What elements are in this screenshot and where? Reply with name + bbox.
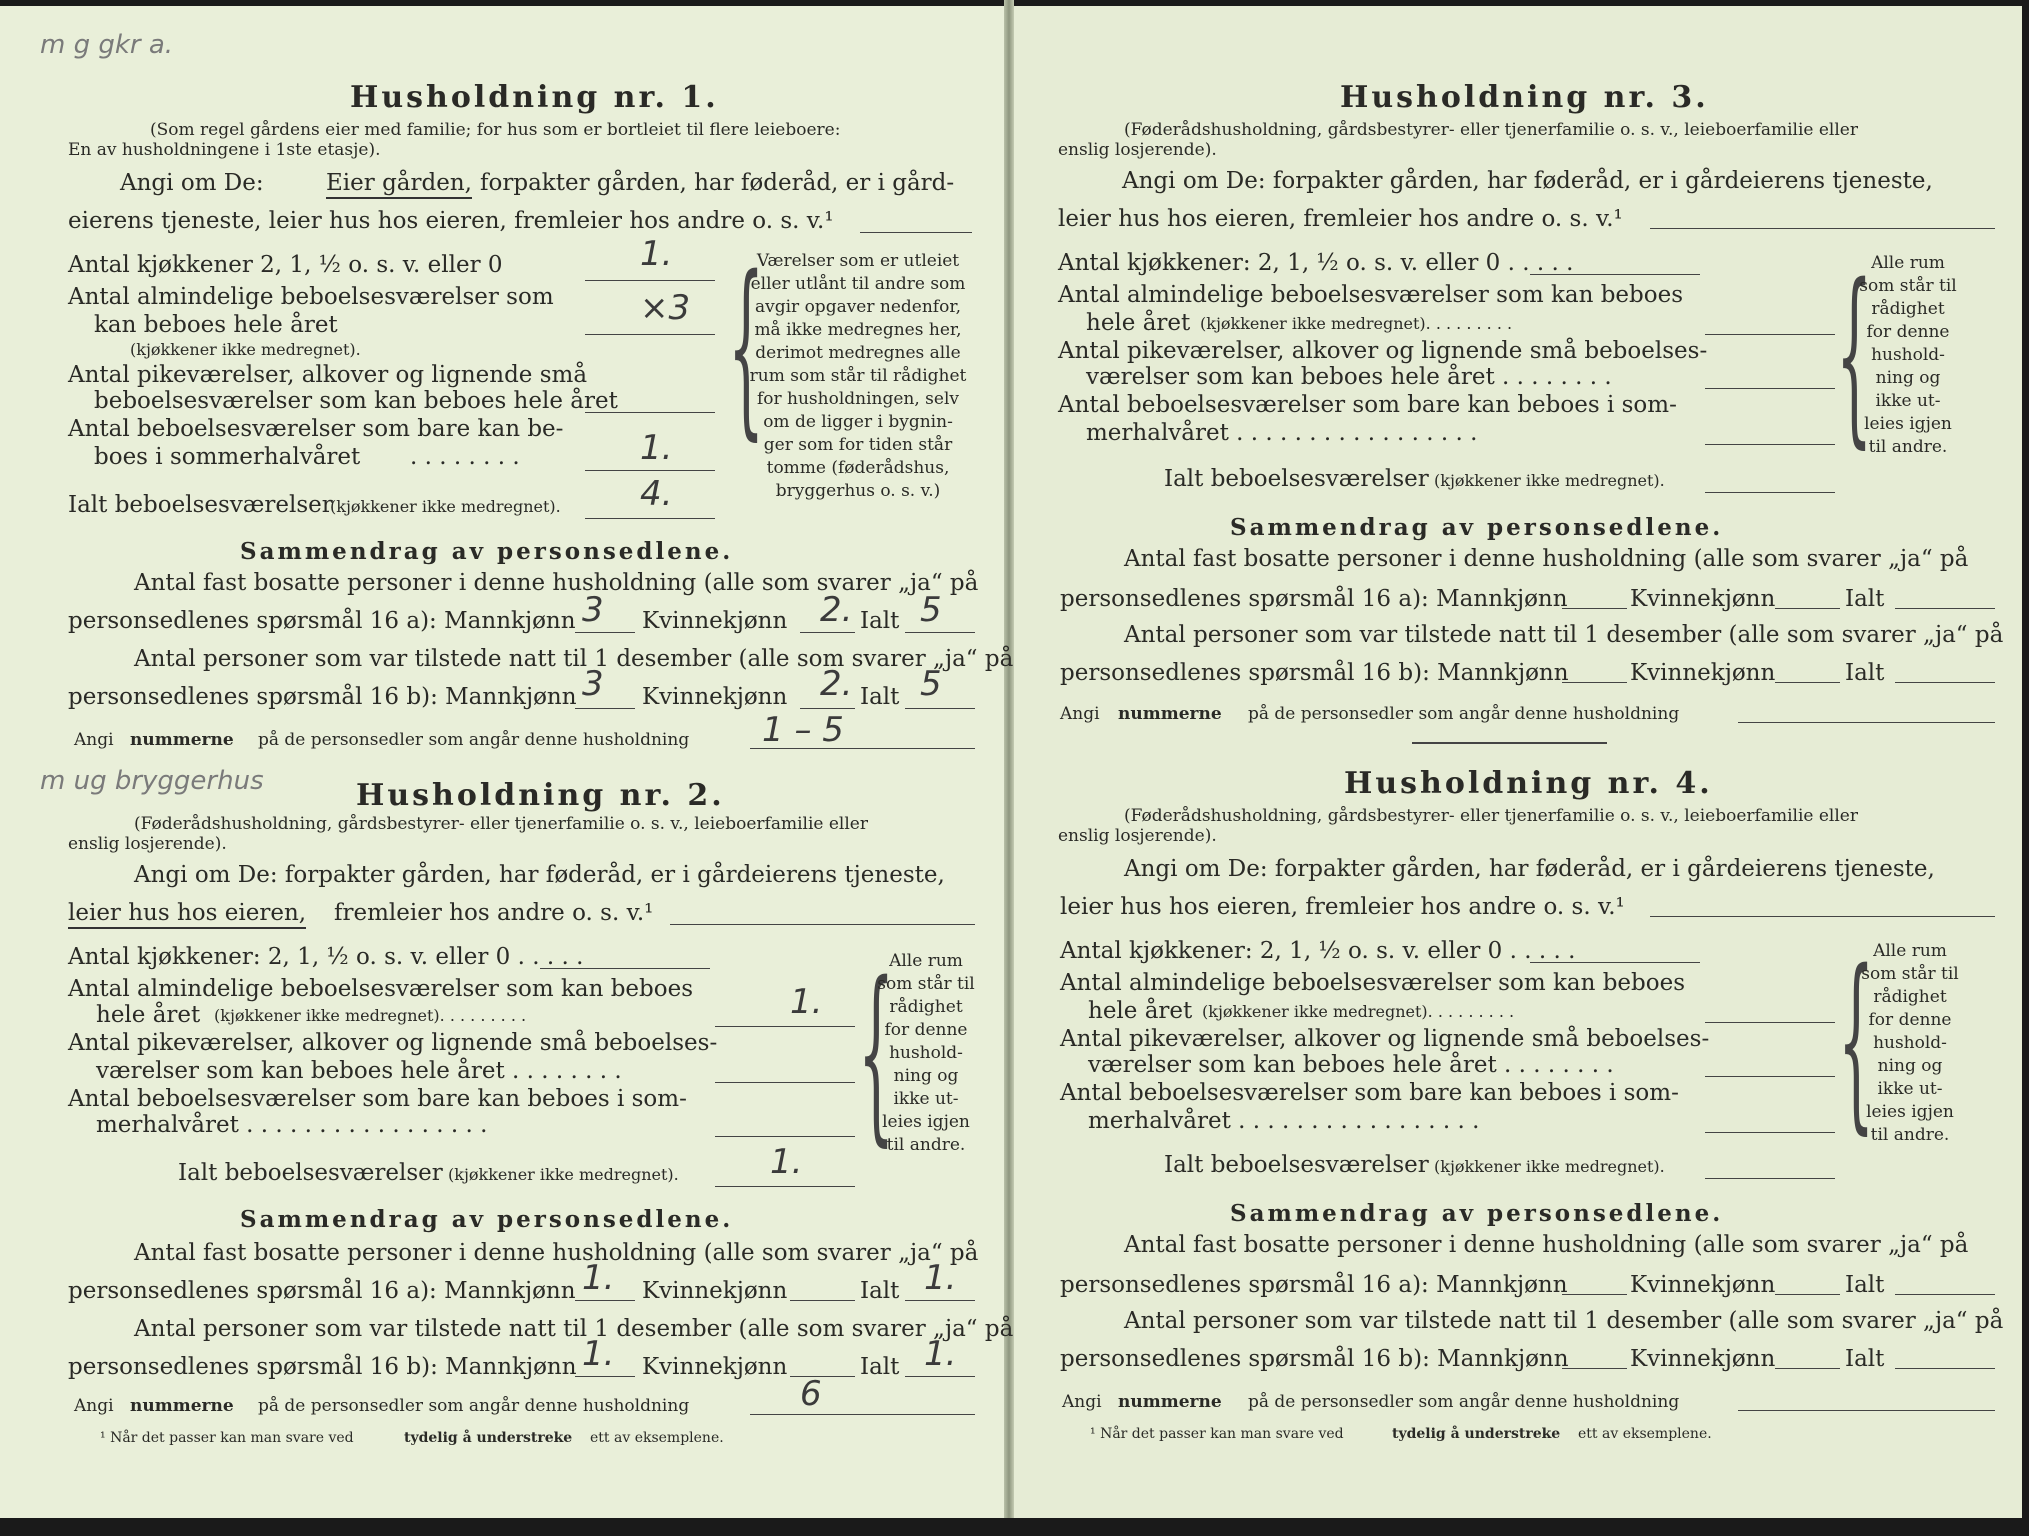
hh4-footnote-b: tydelig å understreke [1392,1426,1561,1442]
hh3-angi-b: leier hus hos eieren, fremleier hos andre o. s. v.¹ [1058,206,1623,232]
hh2-total-16b: 1. [924,1334,957,1374]
hh3-note-2: enslig losjerende). [1058,140,1217,160]
hh3-s2a: Antal personer som var tilstede natt til 1 desember (alle som svarer „ja“ på [1124,622,2004,648]
hh4-side-line: ikke ut- [1877,1079,1943,1099]
hh1-num-a: Angi [74,730,114,750]
hh2-s2a: Antal personer som var tilstede natt til 1 desember (alle som svarer „ja“ på [134,1316,1014,1342]
hh2-total-sub: (kjøkkener ikke medregnet). [448,1165,679,1184]
hh3-rooms-b: hele året [1086,310,1191,336]
hh2-num-a: Angi [74,1396,114,1416]
hh1-total-value: 4. [640,474,673,514]
hh1-side-line: om de ligger i bygnin- [763,412,953,432]
hh2-male-16b: 1. [582,1334,615,1374]
hh2-male-16a: 1. [582,1258,615,1298]
hh1-angi-c: eierens tjeneste, leier hus hos eieren, fremleier hos andre o. s. v.¹ [68,208,834,234]
hh3-brace: { [1836,244,1873,465]
hh4-angi-a: Angi om De: forpakter gården, har føderåd, er i gårdeierens tjeneste, [1124,856,1935,882]
hh3-separator [1412,742,1607,744]
hh4-total-label: Ialt beboelsesværelser [1164,1152,1429,1178]
hh3-total-label: Ialt beboelsesværelser [1164,466,1429,492]
hh4-total-sub: (kjøkkener ikke medregnet). [1434,1157,1665,1176]
hh4-ialt-2: Ialt [1845,1346,1885,1372]
hh2-num-c: på de personsedler som angår denne husholdning [258,1396,690,1416]
hh3-side-note [1848,252,1968,459]
hh3-summer-a: Antal beboelsesværelser som bare kan beboes i som- [1058,392,1677,418]
hh1-total-16b: 5 [920,664,942,704]
hh2-kvinne-2: Kvinnekjønn [642,1354,788,1380]
hh3-title: Husholdning nr. 3. [1340,80,1709,115]
hh2-footnote-b: tydelig å understreke [404,1430,573,1446]
hh4-summer-a: Antal beboelsesværelser som bare kan beboes i som- [1060,1080,1679,1106]
hh2-angi-a: Angi om De: forpakter gården, har føderåd, er i gårdeierens tjeneste, [134,862,945,888]
hh2-footnote-a: ¹ Når det passer kan man svare ved [100,1430,354,1446]
hh4-side-line: leies igjen [1866,1102,1954,1122]
hh1-summer-a: Antal beboelsesværelser som bare kan be- [68,416,564,442]
hh4-side-line: Alle rum [1873,941,1947,961]
hh1-s2a: Antal personer som var tilstede natt til 1 desember (alle som svarer „ja“ på [134,646,1014,672]
hh1-side-line: bryggerhus o. s. v.) [775,481,941,501]
hh1-numbers-value: 1 – 5 [762,710,844,750]
page-fold [1004,0,1014,1536]
hh3-side-line: leies igjen [1864,414,1952,434]
hh4-s1b: personsedlenes spørsmål 16 a): Mannkjønn [1060,1272,1568,1298]
hh2-margin-handwriting: m ug bryggerhus [40,766,264,796]
hh4-title: Husholdning nr. 4. [1344,766,1713,801]
hh2-rooms-a: Antal almindelige beboelsesværelser som kan beboes [68,976,694,1002]
hh4-side-line: rådighet [1873,987,1947,1007]
hh2-kvinne-1: Kvinnekjønn [642,1278,788,1304]
hh1-ialt-2: Ialt [860,684,900,710]
hh1-title: Husholdning nr. 1. [350,80,719,115]
hh2-total-16a: 1. [924,1258,957,1298]
hh4-side-line: ning og [1877,1056,1943,1076]
hh3-s1a: Antal fast bosatte personer i denne husholdning (alle som svarer „ja“ på [1124,546,1969,572]
hh3-s1b: personsedlenes spørsmål 16 a): Mannkjønn [1060,586,1568,612]
hh3-kvinne-1: Kvinnekjønn [1630,586,1776,612]
hh1-brace: { [728,236,765,457]
hh1-side-line: ger som for tiden står [763,435,953,455]
hh1-side-line: tomme (føderådshus, [766,458,950,478]
hh4-note-1: (Føderådshusholdning, gårdsbestyrer- eller tjenerfamilie o. s. v., leieboerfamilie eller [1124,806,1858,826]
hh4-kvinne-1: Kvinnekjønn [1630,1272,1776,1298]
hh2-side-line: til andre. [886,1135,966,1155]
hh3-num-a: Angi [1060,704,1100,724]
hh3-total-sub: (kjøkkener ikke medregnet). [1434,471,1665,490]
hh3-side-line: Alle rum [1871,253,1945,273]
hh3-side-line: til andre. [1868,437,1948,457]
scan-border [0,1518,2029,1536]
hh4-small-rooms-b: værelser som kan beboes hele året . . . . . . . . [1088,1052,1614,1078]
hh2-note-1: (Føderådshusholdning, gårdsbestyrer- eller tjenerfamilie o. s. v., leieboerfamilie eller [134,814,868,834]
hh3-num-c: på de personsedler som angår denne husholdning [1248,704,1680,724]
hh3-rooms-c: (kjøkkener ikke medregnet). . . . . . . . . [1200,314,1513,333]
hh2-footnote-c: ett av eksemplene. [590,1430,724,1446]
hh2-s1b: personsedlenes spørsmål 16 a): Mannkjønn [68,1278,576,1304]
hh2-leier-underlined: leier hus hos eieren, [68,900,306,929]
hh3-angi-a: Angi om De: forpakter gården, har føderåd, er i gårdeierens tjeneste, [1122,168,1933,194]
hh1-side-line: rum som står til rådighet [749,366,967,386]
hh1-total-sub: (kjøkkener ikke medregnet). [330,497,561,516]
hh1-eier-underlined: Eier gården, [326,170,472,199]
hh1-rooms-label-b: kan beboes hele året [94,312,338,338]
hh1-angi-b: forpakter gården, har føderåd, er i gård- [480,170,955,196]
hh2-side-line: for denne [884,1020,968,1040]
hh1-side-line: avgir opgaver nedenfor, [754,297,961,317]
hh4-rooms-c: (kjøkkener ikke medregnet). . . . . . . . . [1202,1002,1515,1021]
hh3-kitchens-label: Antal kjøkkener: 2, 1, ½ o. s. v. eller 0 . . . . . [1058,250,1574,276]
hh2-numbers-value: 6 [800,1374,822,1414]
hh1-kitchens-value: 1. [640,234,673,274]
hh2-side-line: hushold- [889,1043,963,1063]
hh4-s2b: personsedlenes spørsmål 16 b): Mannkjønn [1060,1346,1569,1372]
hh3-note-1: (Føderådshusholdning, gårdsbestyrer- eller tjenerfamilie o. s. v., leieboerfamilie eller [1124,120,1858,140]
hh3-kvinne-2: Kvinnekjønn [1630,660,1776,686]
hh2-brace: { [858,942,895,1163]
hh2-angi-b: fremleier hos andre o. s. v.¹ [334,900,654,926]
hh2-side-line: ikke ut- [893,1089,959,1109]
hh3-rooms-a: Antal almindelige beboelsesværelser som kan beboes [1058,282,1684,308]
hh1-num-c: på de personsedler som angår denne husholdning [258,730,690,750]
hh4-side-line: hushold- [1873,1033,1947,1053]
hh4-footnote-a: ¹ Når det passer kan man svare ved [1090,1426,1344,1442]
hh1-total-16a: 5 [920,590,942,630]
hh1-total-label: Ialt beboelsesværelser [68,492,333,518]
hh4-note-2: enslig losjerende). [1058,826,1217,846]
hh4-ialt-1: Ialt [1845,1272,1885,1298]
hh4-summary-title: Sammendrag av personsedlene. [1230,1200,1724,1227]
hh4-angi-b: leier hus hos eieren, fremleier hos andre o. s. v.¹ [1060,894,1625,920]
hh1-rooms-label-c: (kjøkkener ikke medregnet). [130,340,361,359]
hh3-side-line: hushold- [1871,345,1945,365]
hh2-summer-b: merhalvåret . . . . . . . . . . . . . . . . . [96,1112,488,1138]
hh2-kitchens-label: Antal kjøkkener: 2, 1, ½ o. s. v. eller 0 . . . . . [68,944,584,970]
hh4-kitchens-label: Antal kjøkkener: 2, 1, ½ o. s. v. eller 0 . . . . . [1060,938,1576,964]
hh4-side-line: som står til [1861,964,1959,984]
hh1-note-1: (Som regel gårdens eier med familie; for hus som er bortleiet til flere leieboere: [150,120,841,140]
hh2-small-rooms-a: Antal pikeværelser, alkover og lignende små beboelses- [68,1030,718,1056]
hh1-small-rooms-b: beboelsesværelser som kan beboes hele året [94,388,618,414]
hh4-kvinne-2: Kvinnekjønn [1630,1346,1776,1372]
hh1-male-16a: 3 [582,590,604,630]
hh3-side-line: ning og [1875,368,1941,388]
hh3-s2b: personsedlenes spørsmål 16 b): Mannkjønn [1060,660,1569,686]
hh1-summary-title: Sammendrag av personsedlene. [240,538,734,565]
hh1-summer-value: 1. [640,428,673,468]
hh2-ialt-2: Ialt [860,1354,900,1380]
hh3-summer-b: merhalvåret . . . . . . . . . . . . . . . . . [1086,420,1478,446]
hh4-side-line: til andre. [1870,1125,1950,1145]
hh4-side-note [1850,940,1970,1147]
hh1-summer-b: boes i sommerhalvåret [94,444,361,470]
hh3-side-line: ikke ut- [1875,391,1941,411]
hh1-side-line: for husholdningen, selv [756,389,960,409]
hh1-female-16a: 2. [820,590,853,630]
hh3-num-b: nummerne [1118,704,1222,724]
hh4-rooms-a: Antal almindelige beboelsesværelser som kan beboes [1060,970,1686,996]
hh4-footnote-c: ett av eksemplene. [1578,1426,1712,1442]
hh4-small-rooms-a: Antal pikeværelser, alkover og lignende små beboelses- [1060,1026,1710,1052]
hh1-s1b: personsedlenes spørsmål 16 a): Mannkjønn [68,608,576,634]
hh2-ialt-1: Ialt [860,1278,900,1304]
hh4-rooms-b: hele året [1088,998,1193,1024]
hh2-rooms-b: hele året [96,1002,201,1028]
hh3-ialt-1: Ialt [1845,586,1885,612]
hh1-side-note [738,250,978,503]
hh2-s1a: Antal fast bosatte personer i denne husholdning (alle som svarer „ja“ på [134,1240,979,1266]
hh3-small-rooms-a: Antal pikeværelser, alkover og lignende små beboelses- [1058,338,1708,364]
hh3-ialt-2: Ialt [1845,660,1885,686]
hh2-side-note [870,950,982,1157]
hh2-summary-title: Sammendrag av personsedlene. [240,1206,734,1233]
hh2-total-label: Ialt beboelsesværelser [178,1160,443,1186]
hh2-summer-a: Antal beboelsesværelser som bare kan beboes i som- [68,1086,687,1112]
hh1-ialt-1: Ialt [860,608,900,634]
hh1-side-line: derimot medregnes alle [755,343,961,363]
hh1-side-line: må ikke medregnes her, [754,320,962,340]
hh1-s1a: Antal fast bosatte personer i denne husholdning (alle som svarer „ja“ på [134,570,979,596]
hh2-side-line: Alle rum [889,951,963,971]
hh3-small-rooms-b: værelser som kan beboes hele året . . . . . . . . [1086,364,1612,390]
hh4-summer-b: merhalvåret . . . . . . . . . . . . . . . . . [1088,1108,1480,1134]
hh2-rooms-value: 1. [790,982,823,1022]
hh2-side-line: rådighet [889,997,963,1017]
hh4-num-c: på de personsedler som angår denne husholdning [1248,1392,1680,1412]
hh1-note-2: En av husholdningene i 1ste etasje). [68,140,381,160]
hh1-angi-a: Angi om De: [120,170,264,196]
hh1-kvinne-2: Kvinnekjønn [642,684,788,710]
hh2-s2b: personsedlenes spørsmål 16 b): Mannkjønn [68,1354,577,1380]
hh4-num-b: nummerne [1118,1392,1222,1412]
hh3-side-line: rådighet [1871,299,1945,319]
hh4-s2a: Antal personer som var tilstede natt til 1 desember (alle som svarer „ja“ på [1124,1308,2004,1334]
hh4-num-a: Angi [1062,1392,1102,1412]
hh1-rooms-label-a: Antal almindelige beboelsesværelser som [68,284,554,310]
hh3-side-line: som står til [1859,276,1957,296]
hh2-side-line: leies igjen [882,1112,970,1132]
hh2-rooms-c: (kjøkkener ikke medregnet). . . . . . . . . [214,1006,527,1025]
hh1-s2b: personsedlenes spørsmål 16 b): Mannkjønn [68,684,577,710]
hh2-title: Husholdning nr. 2. [356,778,725,813]
hh2-side-line: ning og [893,1066,959,1086]
hh2-num-b: nummerne [130,1396,234,1416]
hh2-small-rooms-b: værelser som kan beboes hele året . . . . . . . . [96,1058,622,1084]
hh1-kvinne-1: Kvinnekjønn [642,608,788,634]
hh2-side-line: som står til [877,974,975,994]
hh1-female-16b: 2. [820,664,853,704]
hh1-side-line: Værelser som er utleiet [756,251,960,271]
hh4-s1a: Antal fast bosatte personer i denne husholdning (alle som svarer „ja“ på [1124,1232,1969,1258]
hh1-male-16b: 3 [582,664,604,704]
hh3-side-line: for denne [1866,322,1950,342]
hh1-side-line: eller utlånt til andre som [750,274,966,294]
hh2-total-value: 1. [770,1142,803,1182]
hh4-side-line: for denne [1868,1010,1952,1030]
hh1-num-b: nummerne [130,730,234,750]
hh2-note-2: enslig losjerende). [68,834,227,854]
corner-handwriting: m g gkr a. [40,30,174,60]
hh1-rooms-value: ×3 [640,288,691,328]
hh4-brace: { [1838,930,1875,1151]
hh1-kitchens-label: Antal kjøkkener 2, 1, ½ o. s. v. eller 0 [68,252,503,278]
hh1-small-rooms-a: Antal pikeværelser, alkover og lignende små [68,362,588,388]
hh3-summary-title: Sammendrag av personsedlene. [1230,514,1724,541]
